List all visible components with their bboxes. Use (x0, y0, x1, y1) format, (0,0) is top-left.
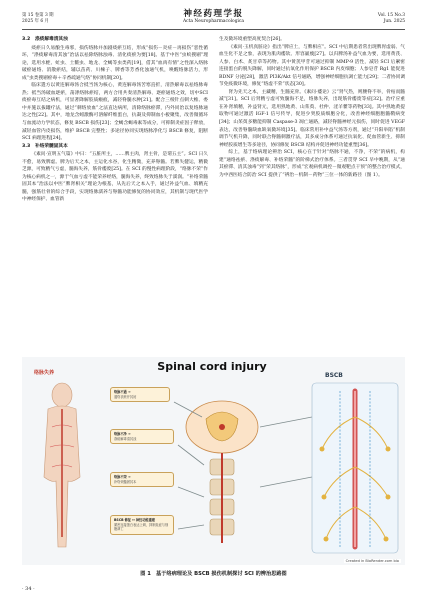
journal-header (22, 8, 405, 30)
figure-box-bscb-repair (110, 515, 174, 535)
volume-issue: 第 15 卷第 3 期 (22, 13, 54, 18)
box-subtitle: 通络祛瘀开其闭 (114, 394, 137, 399)
figure-box-luomai-bujing (110, 429, 174, 444)
box-subtitle: 补络荣髓固其本 (114, 479, 137, 484)
body-paragraph: 《素问·宣明五气篇》中曰：“五脏所主，……脾主肉，肾主骨，是谓五主”。SCI 日久不愈，易致脾虚。脾为后天之本，主运化水谷，化生精微，充养脊髓。若脾失健运，精微乏源，可致精气亏虚，髓海失养，筋骨痿废[25]。在 SCI 的慢性病理阶段，“络脉不荣”作为核心病机之一，源于气血亏虚不能荣养经络，髓海失养，终致络脉失于濡润。“补络荣髓固其本”治法以中医“脾肾相关”理论为根基，从先后天之本入手，通过补益气血、填精充髓，强筋壮骨的综合手段，实现络脉濡养与脊髓功能修复的协同效应，其机制与现代医学中神经保护、血管新 (22, 152, 208, 203)
journal-title-en: Acta Neuropharmacologica (183, 19, 244, 24)
body-paragraph: 肾为先天之本，主藏精，生髓充骨。《素问·痿论》云“肾气热，则腰脊不举，骨枯而髓减”[31]。SCI 后肾精亏虚可致髓海不足，络脉失养，出现筋骨痿废等症[32]。治疗应重在补肾填精，补益肾元，选用熟地黄、山茱萸、杜仲、淫羊藿等药物[33]。其中熟地黄提取物可通过激活 IGF-1 信号传导，促进少突胶质细胞分化，改善神经细胞胞髓鞘病变[34]；山茱萸多糖能抑制 Caspase-3 凋亡通路，减轻脊髓神经元损伤，同时促进 VEGF 表达，改善脊髓缺血缺氧微环境[35]。临床常用补中益气汤等方剂，通过“升阳举陷”机制调节气机升降，同时联合脊髓刺激疗法，其多成分体系可通过抗氧化、促血管新生、抑制神经胶质增生等多途径，协同修复 BSCB 结构并促进神经功能重塑[36]。 (219, 89, 405, 148)
bscb-vessel-illustration (312, 383, 398, 553)
figure-caption: 图 1 基于络病理论及 BSCB 损伤机制探讨 SCI 的辨治思路图 (140, 571, 287, 577)
biorender-watermark: Created in BioRender.com bio (345, 559, 399, 563)
body-paragraph: 《素问·玉机真脏论》指出“脾应土，与脾相应”。SCI 中后期患者常出现脾胃虚弱、气血生化不足之象，表现为肌肉痿软、形容羸瘦[27]。以归脾汤补益气血为要，选用黄芪、人参、白术、炙甘草等药物。其中黄芪甲苷可通过抑制 MMP-9 活性，减轻 SCI 后紧密连接蛋白的脱失降解，同时通过抗氧化作用保护 BSCB 内皮细胞；人参皂苷 Rg1 能促进 BDNF 分泌[28]，激活 PI3K/Akt 信号通路，增强神经细胞抗凋亡能力[29]；二者协同调节免疫微环境，修复“络虚不荣”状态[30]。 (219, 44, 406, 88)
figure-box-luomai-burong (110, 472, 174, 487)
box-title: 络脉不净 → (114, 432, 131, 436)
pub-date: 2025 年 6 月 (22, 19, 49, 24)
page-number: · 34 · (22, 586, 35, 592)
box-subtitle: 涤痰解毒清其浊 (114, 436, 137, 441)
figure-left-label: 络脉失养 (34, 370, 55, 376)
body-paragraph: 痰瘀日久易酿生毒邪，损伤络脉并加剧痰瘀互结，形成“损伤－炎症－再损伤”恶性循环，“涤痰解毒清其浊”治法以祛除络脉浊毒、清化痰瘀为要[18]。基于中医“虫蚁搜剔”理论，选用水蛭、虻虫、土鳖虫、地龙、全蝎等虫类药[19]，借其“血肉有情”之性深入络脉破瘀通络、消散瘀结，辅以苗药、川楝子、牌香等芳香化浊通气机，唤醒络脉活力，形成“虫类搜剔瘀毒＋辛香疏通气络”协同机制[20]。 (22, 45, 208, 81)
body-paragraph: 生及微环境重塑高度契合[26]。 (219, 37, 285, 42)
spinal-cord-section (186, 401, 258, 453)
header-right (378, 13, 405, 25)
body-paragraph: 临床遣方以黄连解毒汤合抵当汤为核心，黄连解毒汤苦寒直折，清热解毒以祛络脉毒热；抵当汤破血逐瘀，荡涤络脉瘀结，两方合用共奏清热解毒、逐瘀通络之效，切中SCI 痰瘀毒互结之病机，可显著降解胶质瘢痕，减轻脊髓水肿[21]。配合三棱针点刺大椎、委中并施以拔罐疗法，通过“刺络放血”之法直达病所，清除络脉瘀滞，内外同治以复络脉通达之性[22]。其中，地龙含蚓激酶可溶解纤维蛋白，抗凝及抑制血小板聚集，改善微循环与血流动力学状态，修复 BSCB 损伤[23]；全蝎含蝎毒素等成分，可抑制炎症因子释放，减轻血管内皮损伤，维护 BSCB 完整性；多途径协同实现络脉净化与 BSCB 修复，阻断 SCI 病理进程[24]。 (22, 83, 208, 142)
section-heading-3-2: 3.2 涤痰解毒清其浊 (22, 37, 68, 42)
box-title: BSCB 修复 ↔ 神经功能重建 (114, 518, 155, 522)
figure-box-luomai-butong (110, 387, 170, 402)
human-body-illustration (44, 383, 80, 547)
figure-illustration (22, 357, 405, 565)
section-heading-3-3: 3.3 补络荣髓固其本 (22, 143, 68, 149)
figure-title: Spinal cord injury (157, 360, 267, 373)
body-paragraph: 综上，基于络病理论辨治 SCI，核心在于针对“络脉不通，不净，不荣”的病机，构建“通络祛瘀、涤痰解毒、补络荣髓”的阶梯式治疗体系。三者贯穿 SCI 早中晚期，从“通其瘀滞、清其浊毒”到“荣其络脉”，形成“宏观病机调控－微观靶点干预”的整合治疗模式，为中西医结合防治 SCI 提供了“辨治－机制－药物”三位一体的新路径（图 1）。 (219, 150, 405, 178)
figure-bscb-label: BSCB (325, 372, 343, 379)
header-center (22, 9, 405, 25)
figure-1 (22, 357, 405, 565)
vertebral-column (210, 453, 234, 543)
left-column (22, 36, 208, 204)
box-subtitle: 紧密连接蛋白表达上调，抑制炎症与细胞凋亡 (114, 522, 169, 531)
journal-title: 神经药理学报 (183, 9, 244, 19)
box-title: 络脉不荣 → (114, 475, 131, 479)
pub-date-en: Jun. 2025 (383, 19, 405, 24)
volume-issue-en: Vol. 15 No.3 (377, 13, 405, 18)
right-column (219, 36, 405, 179)
box-title: 络脉不通 → (114, 390, 131, 394)
